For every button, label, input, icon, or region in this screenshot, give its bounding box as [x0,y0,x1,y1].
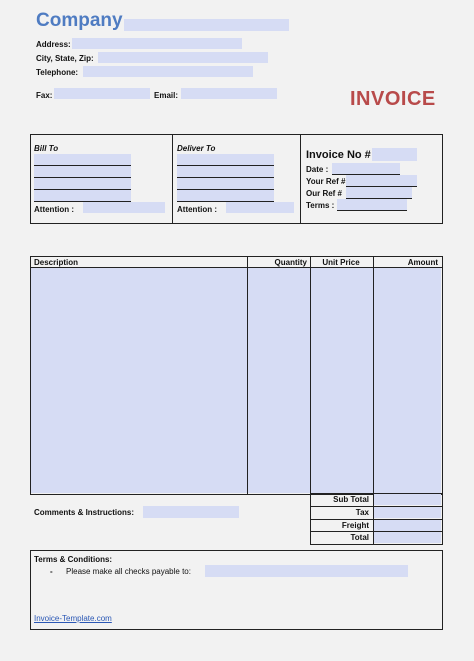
bill-to-label: Bill To [34,144,59,153]
telephone-field[interactable] [83,66,253,77]
subtotal-field[interactable] [374,494,441,505]
company-name: Company [36,10,123,31]
comments-label: Comments & Instructions: [34,508,135,517]
bill-to-line [34,154,131,166]
our-ref-field[interactable] [346,187,412,199]
address-label: Address: [36,40,71,49]
terms-field[interactable] [337,199,407,211]
bill-to-line [34,178,131,190]
divider-vertical [300,134,301,223]
column-header-unit-price: Unit Price [322,258,360,267]
column-header-description: Description [34,258,79,267]
bill-to-attention-field[interactable] [83,202,165,213]
column-header-quantity: Quantity [274,258,307,267]
payable-to-field[interactable] [205,565,408,577]
subtotal-label: Sub Total [333,495,369,504]
deliver-to-attention-label: Attention : [177,205,217,214]
tax-field[interactable] [374,507,441,518]
column-divider [373,256,374,494]
deliver-to-line [177,178,274,190]
total-field[interactable] [374,532,441,543]
column-header-amount: Amount [407,258,438,267]
our-ref-label: Our Ref # [306,189,343,198]
date-field[interactable] [332,163,400,175]
column-divider [247,256,248,494]
deliver-to-line [177,190,274,202]
company-name-field[interactable] [124,19,289,31]
total-label: Total [350,533,369,542]
fax-field[interactable] [54,88,150,99]
terms-bullet: - [50,567,53,576]
invoice-no-label: Invoice No # [306,149,371,161]
freight-field[interactable] [374,520,441,531]
your-ref-field[interactable] [346,175,417,187]
unit-price-cell[interactable] [311,268,373,493]
deliver-to-line [177,154,274,166]
terms-label: Terms : [306,201,335,210]
email-field[interactable] [181,88,277,99]
terms-heading: Terms & Conditions: [34,555,113,564]
column-divider [310,256,311,494]
bill-to-attention-label: Attention : [34,205,74,214]
city-label: City, State, Zip: [36,54,94,63]
divider-vertical [172,134,173,223]
bill-to-line [34,190,131,202]
deliver-to-line [177,166,274,178]
tax-label: Tax [355,508,369,517]
city-field[interactable] [98,52,268,63]
invoice-no-field[interactable] [372,148,417,161]
quantity-cell[interactable] [248,268,310,493]
freight-label: Freight [341,521,369,530]
invoice-title: INVOICE [350,88,436,110]
your-ref-label: Your Ref # [306,177,346,186]
deliver-to-label: Deliver To [177,144,216,153]
bill-to-line [34,166,131,178]
amount-cell[interactable] [374,268,441,493]
address-field[interactable] [72,38,242,49]
date-label: Date : [306,165,329,174]
description-cell[interactable] [31,268,247,493]
email-label: Email: [154,91,179,100]
footer-link[interactable]: Invoice-Template.com [34,614,112,623]
fax-label: Fax: [36,91,53,100]
telephone-label: Telephone: [36,68,79,77]
terms-line: Please make all checks payable to: [66,567,191,576]
deliver-to-attention-field[interactable] [226,202,294,213]
comments-field[interactable] [143,506,239,518]
